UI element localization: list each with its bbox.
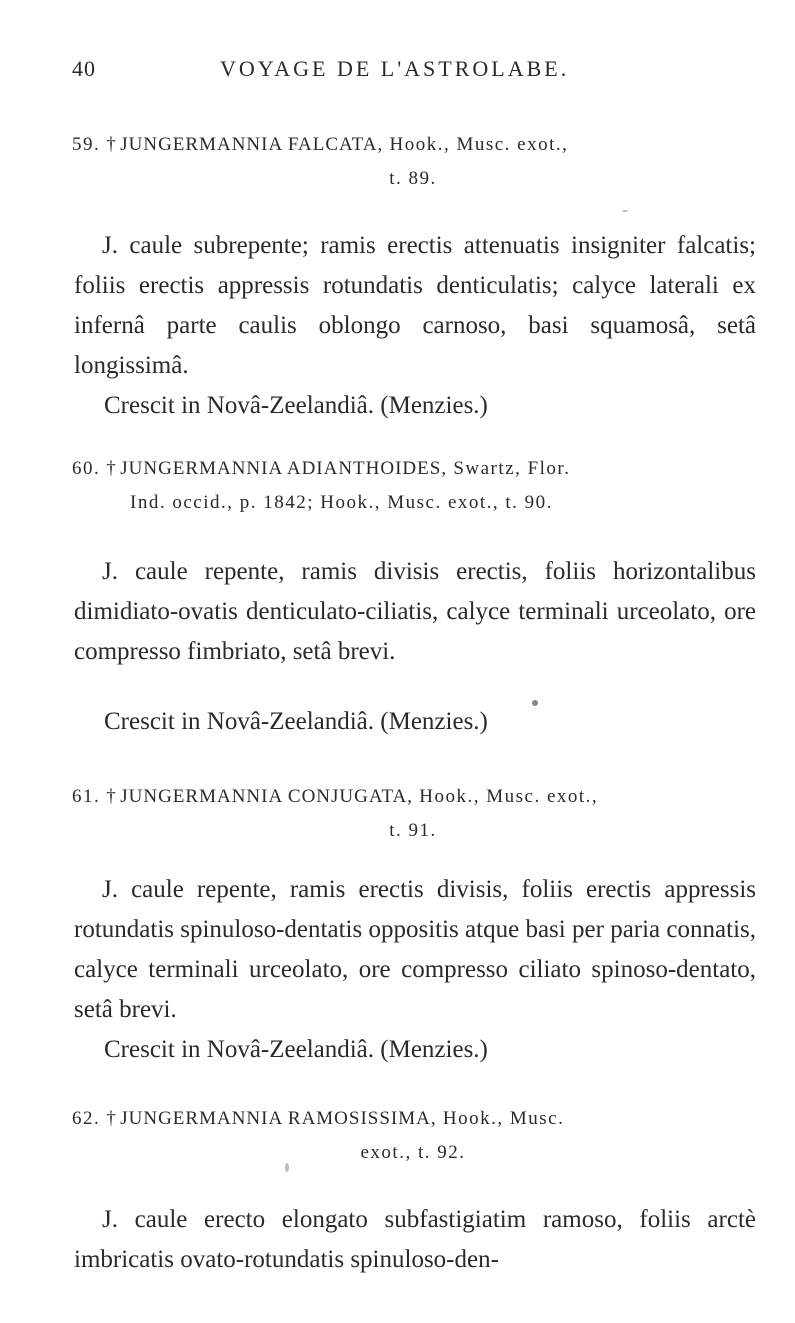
entry-description-61 <box>74 870 756 1030</box>
entry-habitat-60: Crescit in Novâ-Zeelandiâ. (Menzies.) <box>104 708 488 735</box>
description-text: J. caule erecto elongato subfastigiatim ramoso, foliis arctè imbricatis ovato-rotundatis spinuloso-den- <box>74 1206 756 1273</box>
entry-reference: Hook., Musc. exot., <box>389 134 569 155</box>
entry-reference: Swartz, Flor. <box>453 458 571 479</box>
dagger-mark: † <box>106 134 118 155</box>
scan-speck <box>532 700 538 706</box>
scan-speck <box>622 210 628 212</box>
description-text: J. caule subrepente; ramis erectis attenuatis insigniter falcatis; foliis erectis appressis rotundatis denticulatis; calyce laterali ex infernâ parte caulis oblongo carnoso, basi squamosâ, setâ longissimâ. <box>74 232 756 379</box>
entry-habitat-61: Crescit in Novâ-Zeelandiâ. (Menzies.) <box>104 1036 488 1063</box>
entry-description-60 <box>74 552 756 672</box>
dagger-mark: † <box>106 458 118 479</box>
dagger-mark: † <box>106 1108 118 1129</box>
entry-habitat-59: Crescit in Novâ-Zeelandiâ. (Menzies.) <box>104 392 488 419</box>
entry-heading-line <box>72 780 754 814</box>
running-title: VOYAGE DE L'ASTROLABE. <box>220 56 570 81</box>
species-name: JUNGERMANNIA CONJUGATA, <box>120 786 414 807</box>
entry-heading-59 <box>72 128 754 196</box>
entry-description-62 <box>74 1200 756 1280</box>
entry-heading-line <box>72 128 754 162</box>
entry-reference-continued: exot., t. 92. <box>360 1142 466 1163</box>
entry-heading-62 <box>72 1102 754 1170</box>
description-text: J. caule repente, ramis divisis erectis, foliis horizontalibus dimidiato-ovatis denticulato-ciliatis, calyce terminali urceolato, ore compresso fimbriato, setâ brevi. <box>74 558 756 665</box>
entry-reference-continued: t. 89. <box>389 168 437 189</box>
entry-heading-61 <box>72 780 754 848</box>
scan-speck <box>285 1163 289 1172</box>
running-header <box>72 56 752 88</box>
species-name: JUNGERMANNIA ADIANTHOIDES, <box>120 458 448 479</box>
entry-reference-continued: Ind. occid., p. 1842; Hook., Musc. exot., t. 90. <box>130 492 553 513</box>
entry-reference-continued: t. 91. <box>389 820 437 841</box>
entry-number: 59. <box>72 134 101 155</box>
page-number: 40 <box>72 56 96 81</box>
species-name: JUNGERMANNIA RAMOSISSIMA, <box>120 1108 437 1129</box>
entry-heading-line <box>72 1102 754 1136</box>
entry-heading-60 <box>72 452 754 520</box>
entry-number: 62. <box>72 1108 101 1129</box>
entry-number: 60. <box>72 458 101 479</box>
entry-number: 61. <box>72 786 101 807</box>
entry-heading-line <box>72 452 754 486</box>
dagger-mark: † <box>106 786 118 807</box>
species-name: JUNGERMANNIA FALCATA, <box>120 134 384 155</box>
description-text: J. caule repente, ramis erectis divisis, foliis erectis appressis rotundatis spinuloso-dentatis oppositis atque basi per paria connatis, calyce terminali urceolato, ore compresso ciliato spinoso-dentato, setâ brevi. <box>74 876 756 1023</box>
entry-reference: Hook., Musc. exot., <box>419 786 599 807</box>
entry-reference: Hook., Musc. <box>442 1108 565 1129</box>
entry-description-59 <box>74 226 756 386</box>
